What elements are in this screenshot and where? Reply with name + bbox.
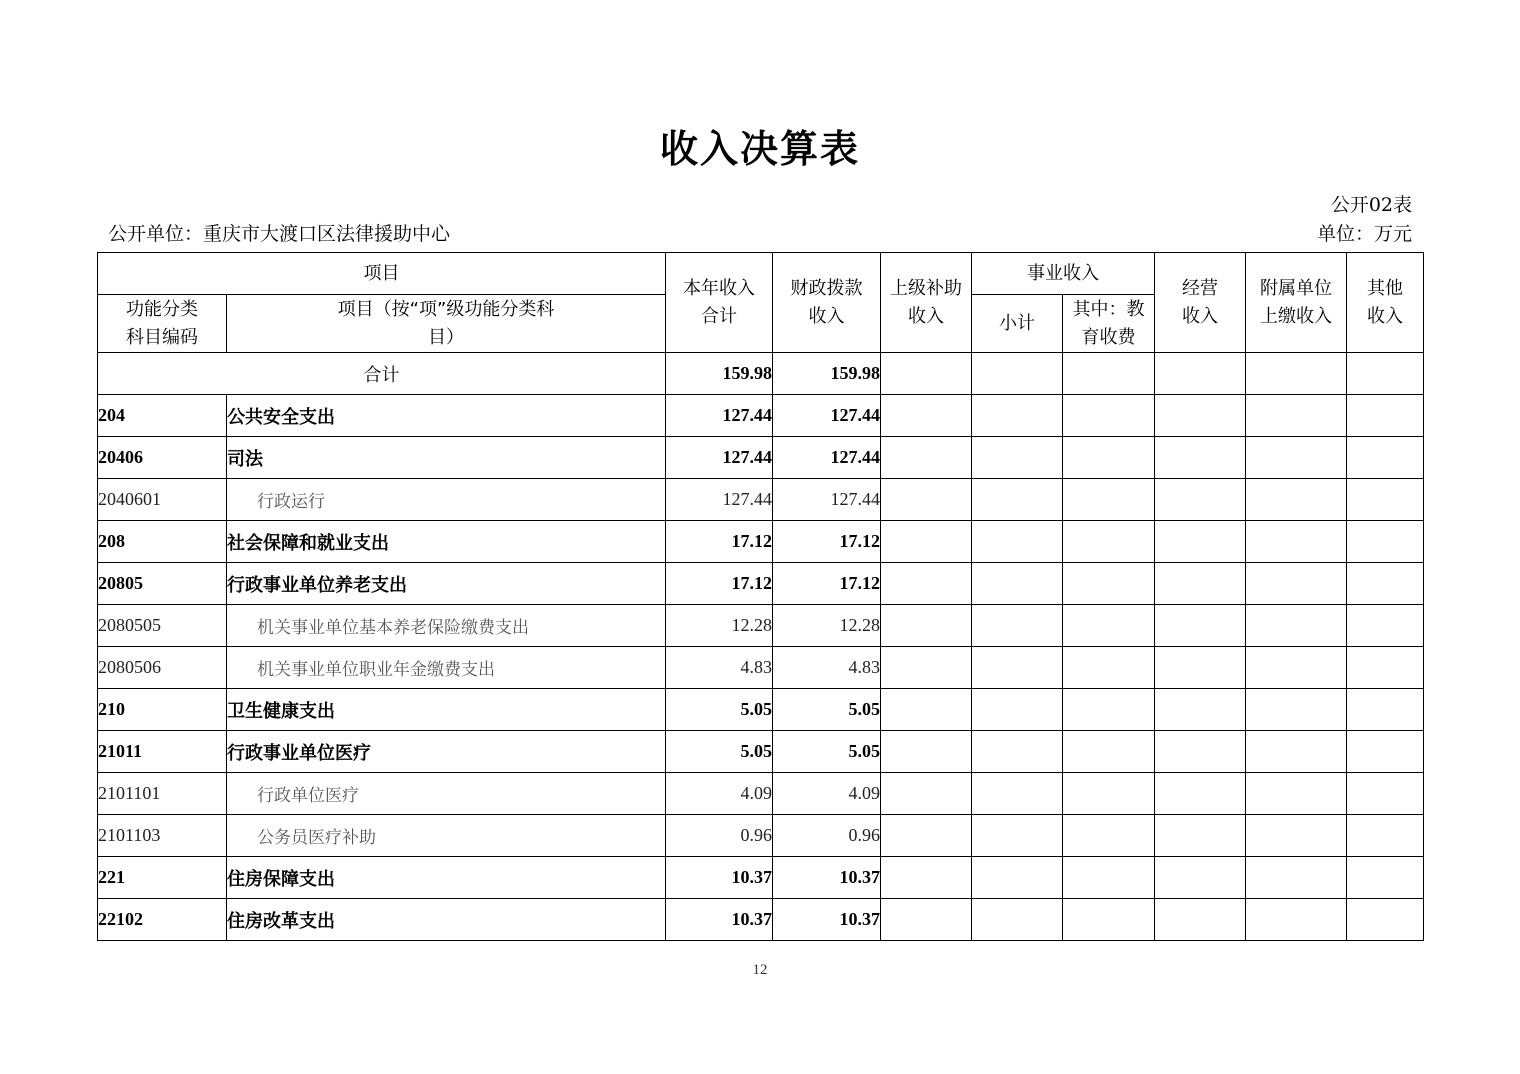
header-operating: 经营收入	[1155, 253, 1246, 353]
empty-cell	[1347, 437, 1424, 479]
income-table	[97, 252, 1424, 941]
row-name: 行政事业单位养老支出	[227, 563, 666, 605]
table-row	[98, 479, 1424, 521]
empty-cell	[972, 479, 1063, 521]
empty-cell	[972, 605, 1063, 647]
header-affiliated: 附属单位上缴收入	[1246, 253, 1347, 353]
header-code: 功能分类科目编码	[98, 295, 227, 353]
empty-cell	[1347, 731, 1424, 773]
row-fiscal: 4.83	[773, 647, 881, 689]
empty-cell	[1063, 773, 1155, 815]
row-fiscal: 0.96	[773, 815, 881, 857]
row-code: 2040601	[98, 479, 227, 521]
row-code: 208	[98, 521, 227, 563]
row-name: 机关事业单位基本养老保险缴费支出	[227, 605, 666, 647]
row-name: 机关事业单位职业年金缴费支出	[227, 647, 666, 689]
empty-cell	[1155, 521, 1246, 563]
empty-cell	[1063, 437, 1155, 479]
empty-cell	[1347, 479, 1424, 521]
row-code: 2101103	[98, 815, 227, 857]
empty-cell	[972, 647, 1063, 689]
row-fiscal: 12.28	[773, 605, 881, 647]
row-code: 204	[98, 395, 227, 437]
empty-cell	[881, 899, 972, 941]
row-name: 社会保障和就业支出	[227, 521, 666, 563]
row-total: 17.12	[666, 563, 773, 605]
empty-cell	[1063, 563, 1155, 605]
empty-cell	[1246, 689, 1347, 731]
row-total: 17.12	[666, 521, 773, 563]
row-code: 20805	[98, 563, 227, 605]
empty-cell	[1155, 479, 1246, 521]
empty-cell	[1347, 563, 1424, 605]
empty-cell	[1246, 479, 1347, 521]
row-name: 住房改革支出	[227, 899, 666, 941]
empty-cell	[972, 815, 1063, 857]
empty-cell	[1246, 899, 1347, 941]
empty-cell	[1063, 857, 1155, 899]
row-total: 5.05	[666, 689, 773, 731]
header-career-subtotal: 小计	[972, 295, 1063, 353]
row-name: 行政单位医疗	[227, 773, 666, 815]
empty-cell	[1347, 395, 1424, 437]
empty-cell	[1063, 731, 1155, 773]
row-total: 4.83	[666, 647, 773, 689]
row-fiscal: 5.05	[773, 689, 881, 731]
empty-cell	[1347, 857, 1424, 899]
empty-cell	[1063, 605, 1155, 647]
reporting-unit: 公开单位：重庆市大渡口区法律援助中心	[108, 223, 451, 245]
table-row	[98, 647, 1424, 689]
row-total: 127.44	[666, 479, 773, 521]
empty-cell	[1347, 815, 1424, 857]
empty-cell	[1347, 899, 1424, 941]
header-item: 项目	[98, 253, 666, 295]
table-row	[98, 857, 1424, 899]
empty-cell	[1246, 647, 1347, 689]
empty-cell	[1246, 605, 1347, 647]
total-row-total: 159.98	[666, 353, 773, 395]
row-code: 221	[98, 857, 227, 899]
table-row	[98, 395, 1424, 437]
row-name: 行政运行	[227, 479, 666, 521]
empty-cell	[1155, 437, 1246, 479]
empty-cell	[1155, 815, 1246, 857]
empty-cell	[1155, 731, 1246, 773]
row-fiscal: 4.09	[773, 773, 881, 815]
row-fiscal: 17.12	[773, 521, 881, 563]
empty-cell	[1155, 647, 1246, 689]
empty-cell	[972, 563, 1063, 605]
empty-cell	[1155, 773, 1246, 815]
empty-cell	[972, 857, 1063, 899]
table-row	[98, 563, 1424, 605]
empty-cell	[881, 815, 972, 857]
empty-cell	[972, 899, 1063, 941]
empty-cell	[1155, 605, 1246, 647]
empty-cell	[1063, 899, 1155, 941]
header-other: 其他收入	[1347, 253, 1424, 353]
empty-cell	[972, 437, 1063, 479]
row-name: 住房保障支出	[227, 857, 666, 899]
row-total: 4.09	[666, 773, 773, 815]
empty-cell	[1155, 395, 1246, 437]
empty-cell	[972, 521, 1063, 563]
empty-cell	[881, 563, 972, 605]
table-row	[98, 689, 1424, 731]
row-code: 2080506	[98, 647, 227, 689]
empty-cell	[1246, 815, 1347, 857]
row-name: 卫生健康支出	[227, 689, 666, 731]
empty-cell	[881, 647, 972, 689]
form-number: 公开02表	[1330, 194, 1412, 216]
empty-cell	[1155, 899, 1246, 941]
row-fiscal: 10.37	[773, 899, 881, 941]
empty-cell	[881, 731, 972, 773]
page-number: 12	[752, 962, 768, 978]
empty-cell	[881, 689, 972, 731]
header-total: 本年收入合计	[666, 253, 773, 353]
empty-cell	[1063, 479, 1155, 521]
header-career: 事业收入	[972, 253, 1155, 295]
total-label: 合计	[98, 353, 666, 395]
row-code: 21011	[98, 731, 227, 773]
row-code: 22102	[98, 899, 227, 941]
row-total: 12.28	[666, 605, 773, 647]
empty-cell	[881, 773, 972, 815]
row-total: 5.05	[666, 731, 773, 773]
header-item-name: 项目（按“项”级功能分类科目）	[227, 295, 666, 353]
empty-cell	[1246, 773, 1347, 815]
table-row	[98, 521, 1424, 563]
row-total: 127.44	[666, 395, 773, 437]
empty-cell	[1246, 857, 1347, 899]
empty-cell	[1246, 521, 1347, 563]
empty-cell	[972, 689, 1063, 731]
table-row	[98, 899, 1424, 941]
row-fiscal: 127.44	[773, 437, 881, 479]
empty-cell	[1155, 857, 1246, 899]
empty-cell	[1246, 395, 1347, 437]
row-fiscal: 127.44	[773, 395, 881, 437]
total-row-fiscal: 159.98	[773, 353, 881, 395]
empty-cell	[1347, 605, 1424, 647]
row-fiscal: 127.44	[773, 479, 881, 521]
money-unit: 单位：万元	[1316, 223, 1412, 245]
table-row	[98, 773, 1424, 815]
row-total: 127.44	[666, 437, 773, 479]
empty-cell	[1347, 521, 1424, 563]
row-fiscal: 5.05	[773, 731, 881, 773]
row-name: 行政事业单位医疗	[227, 731, 666, 773]
empty-cell	[1246, 731, 1347, 773]
empty-cell	[881, 395, 972, 437]
row-total: 10.37	[666, 857, 773, 899]
empty-cell	[1246, 437, 1347, 479]
empty-cell	[881, 605, 972, 647]
row-total: 0.96	[666, 815, 773, 857]
table-row	[98, 815, 1424, 857]
empty-cell	[1246, 563, 1347, 605]
row-code: 20406	[98, 437, 227, 479]
empty-cell	[881, 437, 972, 479]
empty-cell	[881, 857, 972, 899]
empty-cell	[1063, 815, 1155, 857]
empty-cell	[1063, 395, 1155, 437]
empty-cell	[881, 479, 972, 521]
table-row	[98, 437, 1424, 479]
total-row	[98, 353, 1424, 395]
row-code: 2101101	[98, 773, 227, 815]
header-career-edu: 其中：教育收费	[1063, 295, 1155, 353]
row-fiscal: 17.12	[773, 563, 881, 605]
table-row	[98, 731, 1424, 773]
row-code: 210	[98, 689, 227, 731]
empty-cell	[1155, 689, 1246, 731]
empty-cell	[1347, 689, 1424, 731]
empty-cell	[881, 521, 972, 563]
page-title: 收入决算表	[659, 127, 860, 171]
table-row	[98, 605, 1424, 647]
empty-cell	[1063, 689, 1155, 731]
header-fiscal: 财政拨款收入	[773, 253, 881, 353]
header-subsidy: 上级补助收入	[881, 253, 972, 353]
empty-cell	[972, 395, 1063, 437]
row-fiscal: 10.37	[773, 857, 881, 899]
empty-cell	[1347, 773, 1424, 815]
row-total: 10.37	[666, 899, 773, 941]
row-code: 2080505	[98, 605, 227, 647]
empty-cell	[972, 773, 1063, 815]
row-name: 公务员医疗补助	[227, 815, 666, 857]
empty-cell	[1063, 521, 1155, 563]
row-name: 司法	[227, 437, 666, 479]
empty-cell	[1063, 647, 1155, 689]
row-name: 公共安全支出	[227, 395, 666, 437]
empty-cell	[1347, 647, 1424, 689]
empty-cell	[1155, 563, 1246, 605]
empty-cell	[972, 731, 1063, 773]
